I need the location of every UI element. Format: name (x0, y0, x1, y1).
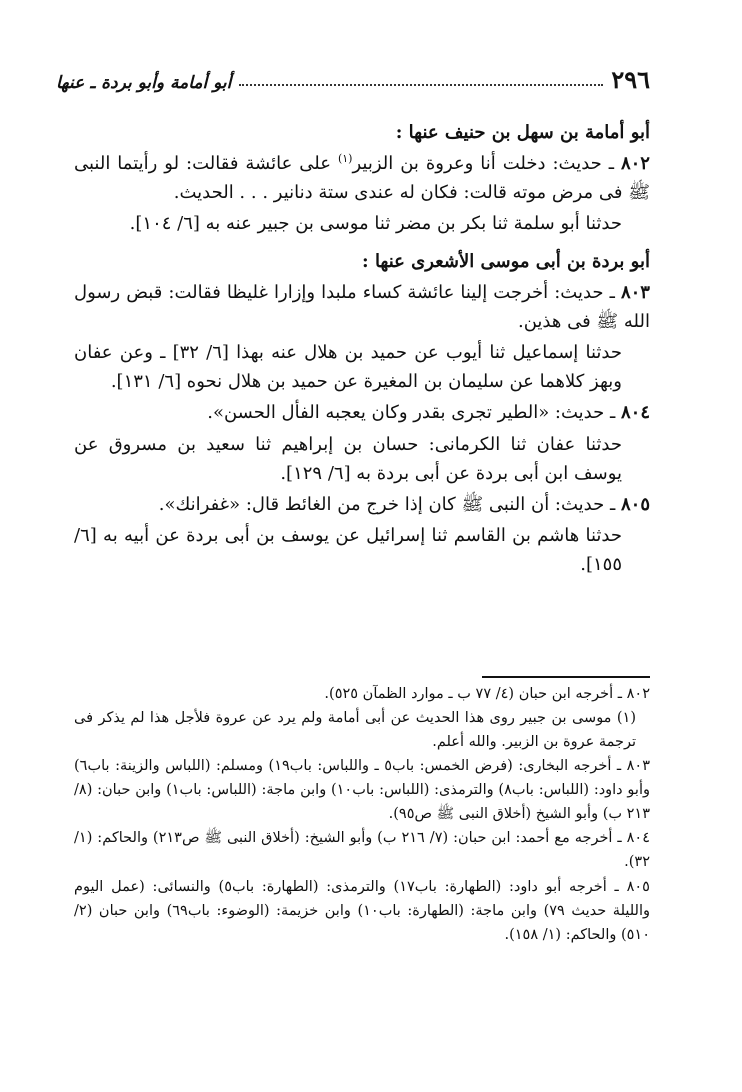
hadith-text: ـ حديث: أن النبى ﷺ كان إذا خرج من الغائط قال: «غفرانك». (158, 493, 616, 515)
running-title: أبو أمامة وأبو بردة ـ عنها (56, 73, 232, 93)
footnote-1: (١) موسى بن جبير روى هذا الحديث عن أبى أمامة ولم يرد عن عروة فلأجل هذا لم يذكر فى ترجمة عروة بن الزبير. والله أعلم. (74, 710, 637, 751)
hadith-text-continued: على عائشة فقالت: لو رأيتما النبى ﷺ فى مرض موته قالت: فكان له عندى ستة دنانير . . . الحديث. (74, 153, 650, 204)
hadith-803 (74, 278, 650, 336)
sanad-805: حدثنا هاشم بن القاسم ثنا إسرائيل عن يوسف بن أبى بردة عن أبيه به [٦/ ١٥٥]. (74, 525, 622, 576)
footnote-mark: (١) (337, 152, 353, 166)
footnote-802: ٨٠٢ ـ أخرجه ابن حبان (٤/ ٧٧ ب ـ موارد الظمآن ٥٢٥). (324, 686, 650, 702)
hadith-802 (74, 149, 650, 207)
hadith-number: ٨٠٢ (620, 153, 650, 175)
section-title-abu-umama: أبو أمامة بن سهل بن حنيف عنها : (395, 122, 650, 143)
hadith-number: ٨٠٤ (620, 402, 650, 424)
footnote-804: ٨٠٤ ـ أخرجه مع أحمد: ابن حبان: (٧/ ٢١٦ ب) وأبو الشيخ: (أخلاق النبى ﷺ ص٢١٣) والحاكم: (١/ ٣٢). (74, 830, 650, 871)
page-number: ٢٩٦ (611, 65, 650, 94)
sanad-803: حدثنا إسماعيل ثنا أيوب عن حميد بن هلال عنه بهذا [٦/ ٣٢] ـ وعن عفان وبهز كلاهما عن سليمان بن المغيرة عن حميد بن هلال نحوه [٦/ ١٣١]. (74, 342, 622, 393)
hadith-number: ٨٠٥ (620, 493, 650, 515)
hadith-text: ـ حديث: «الطير تجرى بقدر وكان يعجبه الفأل الحسن». (207, 402, 616, 424)
hadith-804 (74, 398, 650, 427)
header-dotted-rule (239, 84, 603, 86)
hadith-text: ـ حديث: دخلت أنا وعروة بن الزبير (352, 153, 615, 175)
page-header (56, 58, 650, 92)
footnote-805: ٨٠٥ ـ أخرجه أبو داود: (الطهارة: باب١٧) والترمذى: (الطهارة: باب٥) والنسائى: (عمل اليوم والليلة حديث ٧٩) وابن ماجة: (الطهارة: باب١٠) وابن خزيمة: (الوضوء: باب٦٩) وابن حبان (٢/ ٥١٠) والحاكم: (١/ ١٥٨). (74, 878, 651, 943)
section-title-abu-burda: أبو بردة بن أبى موسى الأشعرى عنها : (362, 250, 650, 272)
sanad-802: حدثنا أبو سلمة ثنا بكر بن مضر ثنا موسى بن جبير عنه به [٦/ ١٠٤]. (129, 213, 622, 235)
main-text (74, 110, 650, 581)
footnotes (74, 682, 650, 947)
hadith-805 (74, 490, 650, 519)
hadith-number: ٨٠٣ (620, 281, 650, 303)
footnote-803: ٨٠٣ ـ أخرجه البخارى: (فرض الخمس: باب٥ ـ واللباس: باب١٩) ومسلم: (اللباس والزينة: باب٦) وأبو داود: (اللباس: باب٨) والترمذى: (اللباس: باب١٠) وابن ماجة: (اللباس: باب١) وابن حبان: (٨/ ٢١٣ ب) وأبو الشيخ (أخلاق النبى ﷺ ص٩٥). (74, 758, 651, 823)
footnote-separator (482, 676, 650, 678)
hadith-text: ـ حديث: أخرجت إلينا عائشة كساء ملبدا وإزارا غليظا فقالت: قبض رسول الله ﷺ فى هذين. (74, 281, 650, 332)
sanad-804: حدثنا عفان ثنا الكرمانى: حسان بن إبراهيم ثنا سعيد بن مسروق عن يوسف ابن أبى بردة عن أبى بردة به [٦/ ١٢٩]. (74, 433, 622, 484)
